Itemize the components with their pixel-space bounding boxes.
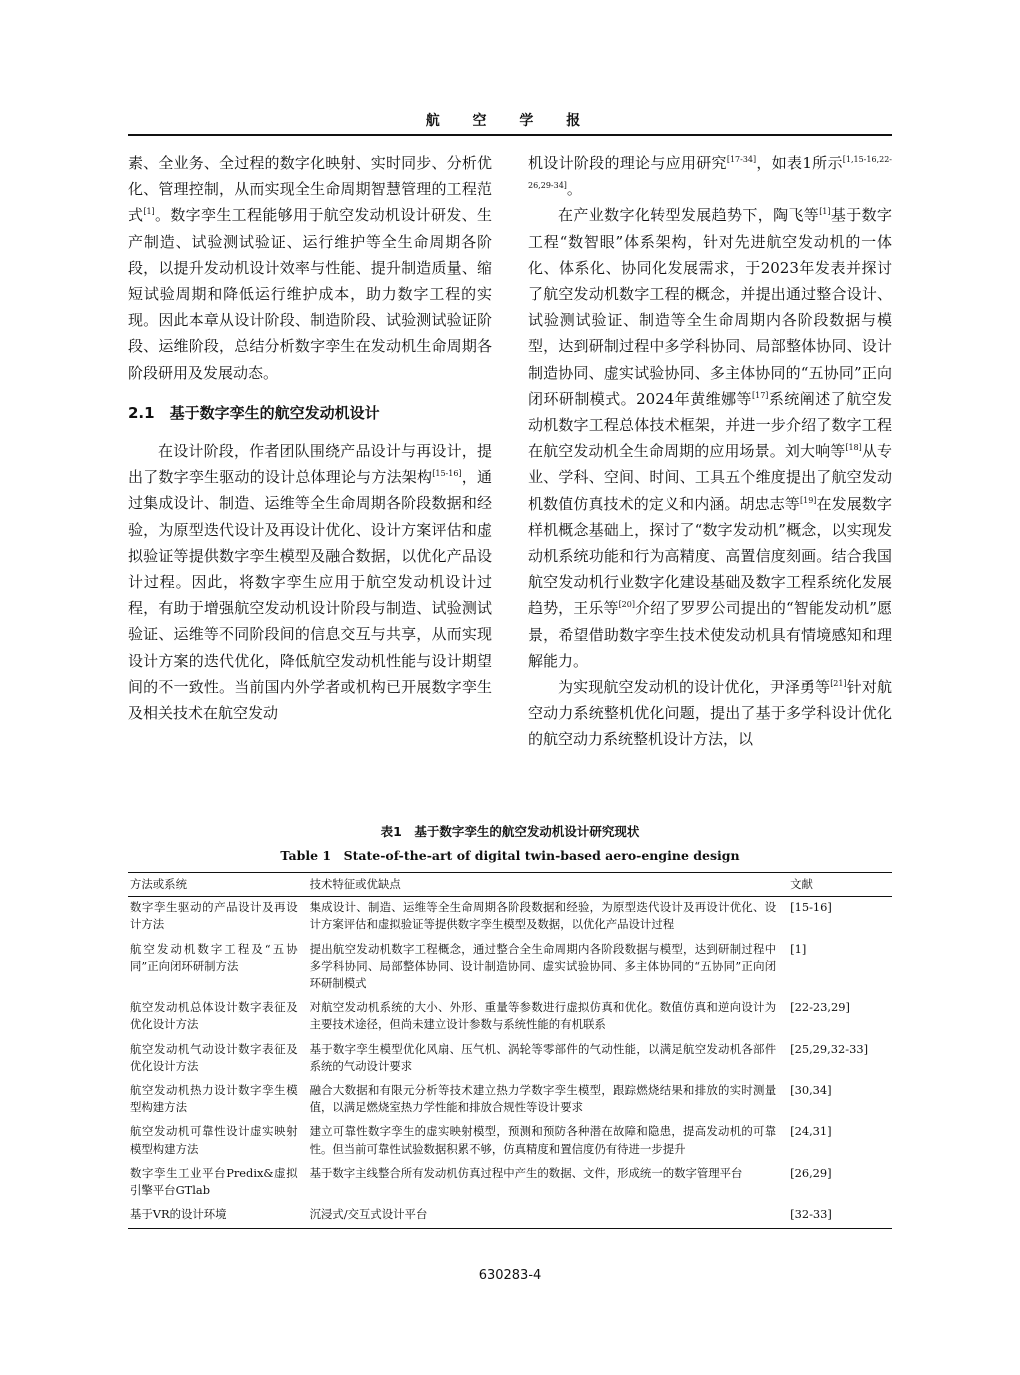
cell-features: 集成设计、制造、运维等全生命周期各阶段数据和经验，为原型迭代设计及再设计优化、设计方案评估和虚拟验证等提供数字孪生模型及数据，以优化产品设计过程 xyxy=(309,900,777,932)
right-p2-text-a: 在产业数字化转型发展趋势下，陶飞等 xyxy=(558,206,820,225)
citation: [19] xyxy=(800,495,817,505)
left-paragraph-1 xyxy=(128,150,492,386)
cell-references: [24,31] xyxy=(790,1124,832,1139)
table-row xyxy=(128,1121,892,1162)
table-row xyxy=(128,1204,892,1229)
table-header-row xyxy=(128,873,892,897)
right-p2-text-e: 在发展数字样机概念基础上，探讨了“数字发动机”概念，以实现发动机系统功能和行为高精度、高置信度刻画。结合我国航空发动机行业数字化建设基础及数字工程系统化发展趋势，王乐等 xyxy=(528,494,892,618)
cell-features: 建立可靠性数字孪生的虚实映射模型，预测和预防各种潜在故障和隐患，提高发动机的可靠性。但当前可靠性试验数据积累不够，仿真精度和置信度仍有待进一步提升 xyxy=(309,1124,777,1156)
left-p2-text-b: ，通过集成设计、制造、运维等全生命周期各阶段数据和经验，为原型迭代设计及再设计优化、设计方案评估和虚拟验证等提供数字孪生模型及融合数据，以优化产品设计过程。因此，将数字孪生应用于航空发动机设计过程，有助于增强航空发动机设计阶段与制造、试验测试验证、运维等不同阶段间的信息交互与共享，从而实现设计方案的迭代优化，降低航空发动机性能与设计期望间的不一致性。当前国内外学者或机构已开展数字孪生及相关技术在航空发动 xyxy=(128,468,492,723)
cell-features: 沉浸式/交互式设计平台 xyxy=(308,1204,789,1229)
cell-features: 基于数字主线整合所有发动机仿真过程中产生的数据、文件，形成统一的数字管理平台 xyxy=(309,1165,743,1180)
citation: [17] xyxy=(751,390,769,400)
header-rule xyxy=(128,134,892,136)
column-header-references: 文献 xyxy=(788,873,892,897)
table-row xyxy=(128,939,892,998)
right-p3-text-b: 针对航空动力系统整机优化问题，提出了基于多学科设计优化的航空动力系统整机设计方法，以 xyxy=(528,678,892,749)
cell-references: [25,29,32-33] xyxy=(790,1041,869,1056)
table-row xyxy=(128,897,892,939)
page-number: 630283-4 xyxy=(478,1268,542,1283)
citation: [21] xyxy=(830,679,847,689)
right-paragraph-1 xyxy=(528,150,892,202)
journal-header: 航 空 学 报 xyxy=(425,113,595,129)
cell-features: 融合大数据和有限元分析等技术建立热力学数字孪生模型，跟踪燃烧结果和排放的实时测量值，以满足燃烧室热力学性能和排放合规性等设计要求 xyxy=(309,1083,777,1115)
right-paragraph-2 xyxy=(528,202,892,674)
research-table xyxy=(128,872,892,1229)
table-caption-en: Table 1 State-of-the-art of digital twin-based aero-engine design xyxy=(280,848,740,863)
cell-method: 数字孪生工业平台Predix&虚拟引擎平台GTlab xyxy=(130,1165,298,1198)
left-p1-tail: 。数字孪生工程能够用于航空发动机设计研发、生产制造、试验测试验证、运行维护等全生命周期各阶段，以提升发动机设计效率与性能、提升制造质量、缩短试验周期和降低运行维护成本，助力数字工程的实现。因此本章从设计阶段、制造阶段、试验测试验证阶段、运维阶段，总结分析数字孪生在发动机生命周期各阶段研用及发展动态。 xyxy=(128,206,492,382)
cell-references: [1] xyxy=(790,941,807,956)
cell-method: 航空发动机热力设计数字孪生模型构建方法 xyxy=(130,1083,298,1115)
right-column xyxy=(528,150,892,753)
right-p2-text-f: 介绍了罗罗公司提出的“智能发动机”愿景，希望借助数字孪生技术使发动机具有情境感知和理解能力。 xyxy=(528,599,892,670)
right-p1-text-a: 机设计阶段的理论与应用研究 xyxy=(528,154,727,172)
right-p3-text-a: 为实现航空发动机的设计优化，尹泽勇等 xyxy=(558,678,831,697)
cell-references: [22-23,29] xyxy=(790,1000,850,1015)
table-row xyxy=(128,1163,892,1204)
right-p1-text-c: 。 xyxy=(566,180,582,199)
cell-features: 基于数字孪生模型优化风扇、压气机、涡轮等零部件的气动性能，以满足航空发动机各部件系统的气动设计要求 xyxy=(309,1041,777,1073)
table-row xyxy=(128,1080,892,1121)
right-p2-text-c: 系统阐述了航空发动机数字工程总体技术框架，并进一步介绍了数字工程在航空发动机全生命周期的应用场景。刘大响等 xyxy=(528,389,892,461)
left-column xyxy=(128,150,492,726)
cell-method: 航空发动机数字工程及“五协同”正向闭环研制方法 xyxy=(130,941,298,973)
table-row xyxy=(128,997,892,1038)
table-row xyxy=(128,1039,892,1080)
cell-references: [26,29] xyxy=(790,1165,832,1180)
cell-references: [15-16] xyxy=(790,900,832,915)
cell-method: 航空发动机总体设计数字表征及优化设计方法 xyxy=(130,1000,298,1032)
cell-features: 提出航空发动机数字工程概念，通过整合全生命周期内各阶段数据与模型，达到研制过程中多学科协同、局部整体协同、设计制造协同、虚实试验协同、多主体协同的“五协同”正向闭环研制模式 xyxy=(309,941,777,991)
cell-method: 航空发动机可靠性设计虚实映射模型构建方法 xyxy=(130,1124,298,1156)
citation: [15-16] xyxy=(432,469,462,479)
left-p2-text-a: 在设计阶段，作者团队围绕产品设计与再设计，提出了数字孪生驱动的设计总体理论与方法架构 xyxy=(128,442,492,487)
cell-method: 数字孪生驱动的产品设计及再设计方法 xyxy=(130,900,298,932)
cell-features: 对航空发动机系统的大小、外形、重量等参数进行虚拟仿真和优化。数值仿真和逆向设计为主要技术途径，但尚未建立设计参数与系统性能的有机联系 xyxy=(309,1000,777,1032)
right-p1-text-b: ，如表1所示 xyxy=(756,154,843,172)
cell-references: [32-33] xyxy=(788,1204,892,1229)
citation: [1] xyxy=(143,207,155,217)
column-header-features: 技术特征或优缺点 xyxy=(308,873,789,897)
cell-method: 航空发动机气动设计数字表征及优化设计方法 xyxy=(130,1041,298,1073)
citation: [20] xyxy=(618,600,635,610)
right-p2-text-b: 基于数字工程“数智眼”体系架构，针对先进航空发动机的一体化、体系化、协同化发展需求，于2023年发表并探讨了航空发动机数字工程的概念，并提出通过整合设计、试验测试验证、制造等全生命周期内各阶段数据与模型，达到研制过程中多学科协同、局部整体协同、设计制造协同、虚实试验协同、多主体协同的“五协同”正向闭环研制模式。2024年黄维娜等 xyxy=(528,206,892,408)
citation: [17-34] xyxy=(726,155,757,164)
right-paragraph-3 xyxy=(528,674,892,753)
right-p2-text-d: 从专业、学科、空间、时间、工具五个维度提出了航空发动机数值仿真技术的定义和内涵。胡忠志等 xyxy=(528,442,892,513)
column-header-method: 方法或系统 xyxy=(128,873,308,897)
table-caption-cn: 表1 基于数字孪生的航空发动机设计研究现状 xyxy=(380,824,640,839)
citation: [18] xyxy=(845,443,862,453)
left-paragraph-2 xyxy=(128,438,492,726)
left-p1-text: 素、全业务、全过程的数字化映射、实时同步、分析优化、管理控制，从而实现全生命周期智慧管理的工程范式 xyxy=(128,154,492,225)
cell-method: 基于VR的设计环境 xyxy=(128,1204,308,1229)
section-title: 2.1 基于数字孪生的航空发动机设计 xyxy=(128,403,380,422)
cell-references: [30,34] xyxy=(790,1083,832,1098)
citation: [1] xyxy=(819,207,831,217)
citation: [1,15-16,22-26,29-34] xyxy=(528,155,892,191)
